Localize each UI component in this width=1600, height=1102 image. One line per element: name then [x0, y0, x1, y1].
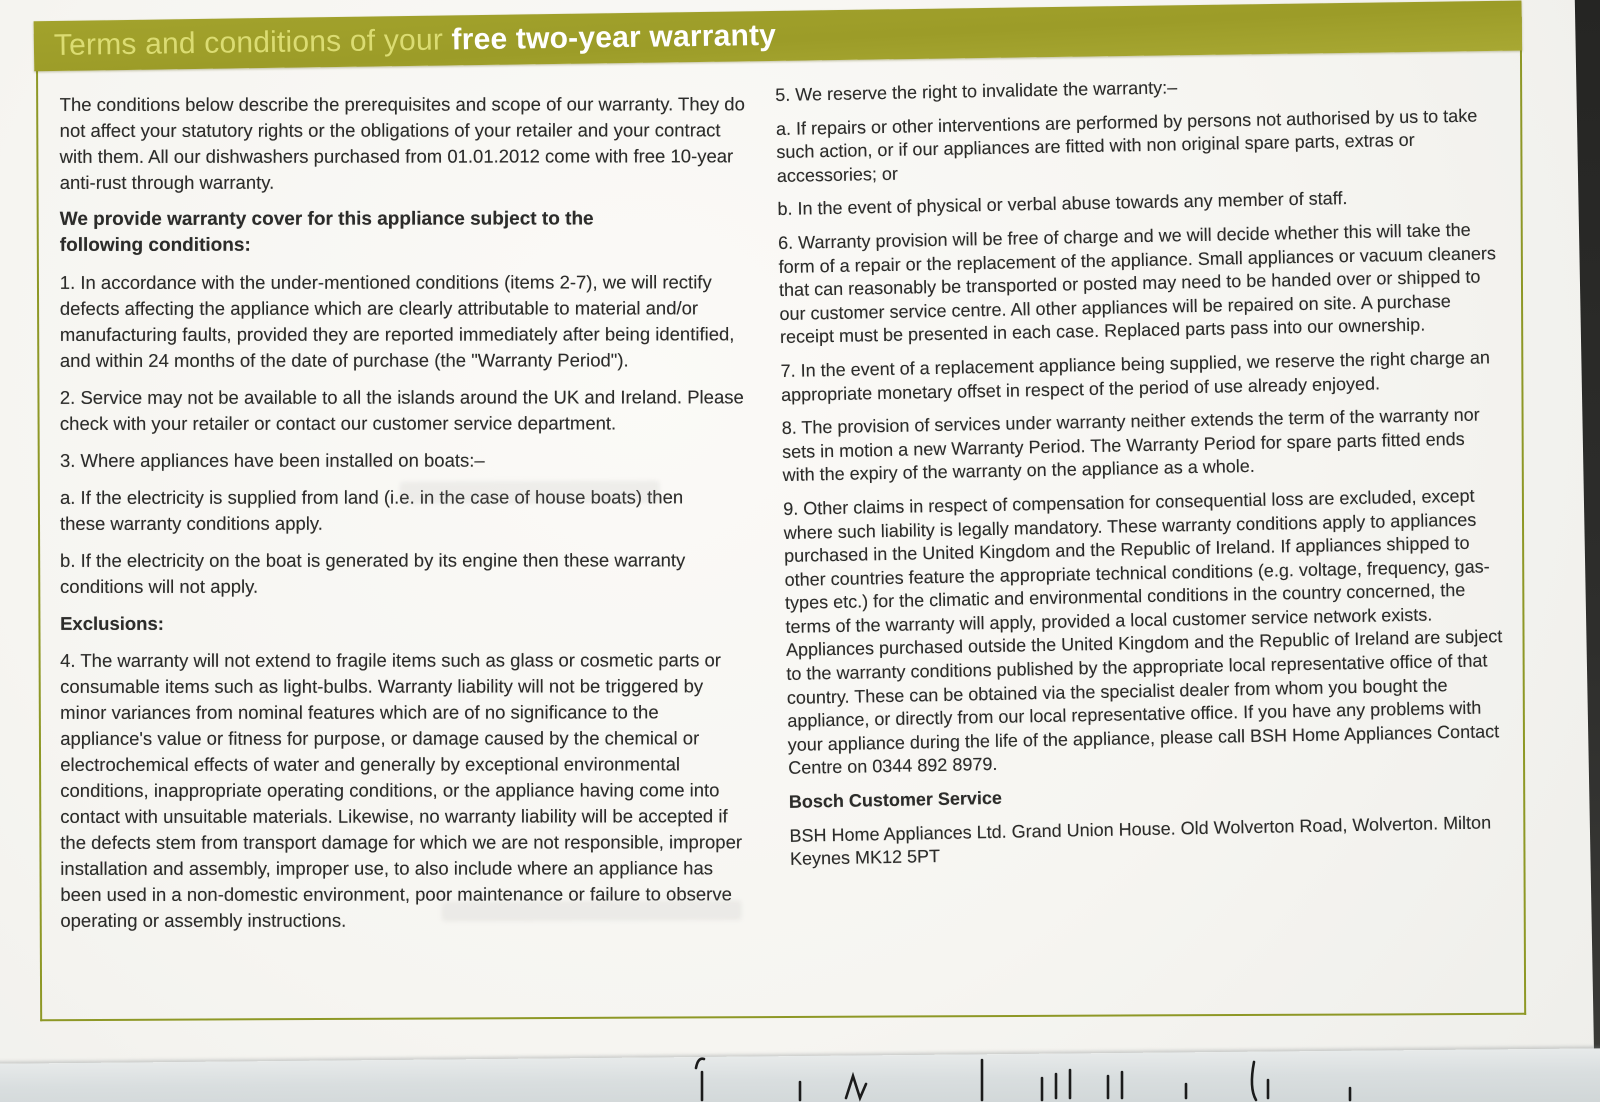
scan-artifact [400, 481, 660, 504]
scan-artifact [442, 900, 742, 921]
clause-2: 2. Service may not be available to all the islands around the UK and Ireland. Please check with your retailer or contact our customer service department. [59, 386, 744, 434]
page-title-regular: Terms and conditions of your [53, 23, 452, 62]
clause-3b: b. If the electricity on the boat is generated by its engine then these warranty conditions will not apply. [60, 549, 686, 597]
customer-service-heading: Bosch Customer Service [788, 787, 1003, 812]
clause-1: 1. In accordance with the under-mentioned conditions (items 2-7), we will rectify defects affecting the appliance which are clearly attributable to material and/or manufacturing faults, provided they are reported immediately after being identified, and within 24 months of the date of purchase (the "Warranty Period"). [59, 271, 735, 371]
left-column [60, 91, 755, 945]
clause-8: 8. The provision of services under warranty neither extends the term of the warranty nor sets in motion a new Warranty Period. The Warranty Period for spare parts fitted ends with the expiry of the warranty on the appliance as a whole. [781, 404, 1480, 486]
leaflet-header-bar [34, 0, 1523, 71]
clause-3a: a. If the electricity is supplied from land (i.e. in the case of house boats) then these warranty conditions apply. [59, 486, 684, 534]
clause-3: 3. Where appliances have been installed on boats:– [59, 449, 485, 471]
handwriting-scribble [650, 1048, 1430, 1102]
clause-6: 6. Warranty provision will be free of charge and we will decide whether this will take the form of a repair or the replacement of the appliance. Small appliances or vacuum cleaners that can reasonably be transported or posted may need to be handed over or shipped to our customer service centre. All other appliances will be repaired on site. A purchase receipt must be presented in each case. Replaced parts pass into our ownership. [777, 219, 1497, 348]
page-title-bold: free two-year warranty [451, 18, 777, 57]
exclusions-heading: Exclusions: [60, 612, 164, 634]
right-column [775, 70, 1508, 881]
page-title [54, 19, 777, 63]
clause-4: 4. The warranty will not extend to fragile items such as glass or cosmetic parts or consumable items such as light-bulbs. Warranty liability will not be triggered by minor variances from nominal features which are of no significance to the appliance's value or fitness for purpose, or damage caused by the chemical or electrochemical effects of water and generally by exceptional environmental conditions, inappropriate operating conditions, or the appliance having come into contact with unsuitable materials. Likewise, no warranty liability will be accepted if the defects stem from transport damage for which we are not responsible, improper installation and assembly, improper use, to also include where an appliance has been used in a non-domestic environment, poor maintenance or failure to observe operating or assembly instructions. [60, 649, 743, 931]
clause-5a: a. If repairs or other interventions are performed by persons not authorised by us to take such action, or if our appliances are fitted with non original spare parts, extras or accessories; or [775, 105, 1478, 186]
clause-7: 7. In the event of a replacement appliance being supplied, we reserve the right charge an appropriate monetary offset in respect of the period of use already enjoyed. [780, 347, 1491, 405]
intro-paragraph: The conditions below describe the prerequisites and scope of our warranty. They do not affect your statutory rights or the obligations of your retailer and your contract with them. All our dishwashers purchased from 01.01.2012 come with free 10-year anti-rust through warranty. [59, 93, 745, 193]
conditions-heading: We provide warranty cover for this appliance subject to the following conditions: [59, 208, 594, 256]
clause-9: 9. Other claims in respect of compensation for consequential loss are excluded, except where such liability is legally mandatory. These warranty conditions apply to appliances purchased in the United Kingdom and the Republic of Ireland. If appliances shipped to other countries feature the appropriate technical conditions (e.g. voltage, frequency, gas-types etc.) for the climatic and environmental conditions in the country concerned, the terms of the warranty will apply, provided a local customer service network exists. Appliances purchased outside the United Kingdom and the Republic of Ireland are subject to the warranty conditions published by the appropriate local representative office of that country. These can be obtained via the specialist dealer from whom you bought the appliance, or directly from our local representative office. If you have any problems with your appliance during the life of the appliance, please call BSH Home Appliances Contact Centre on 0344 892 8979. [783, 485, 1503, 779]
clause-5b: b. In the event of physical or verbal abuse towards any member of staff. [777, 188, 1348, 220]
photo-edge-shadow [1558, 0, 1600, 1058]
clause-5: 5. We reserve the right to invalidate the warranty:– [775, 77, 1178, 106]
warranty-leaflet [36, 17, 1526, 1021]
customer-service-address: BSH Home Appliances Ltd. Grand Union House. Old Wolverton Road, Wolverton. Milton Keynes MK12 5PT [789, 812, 1492, 870]
